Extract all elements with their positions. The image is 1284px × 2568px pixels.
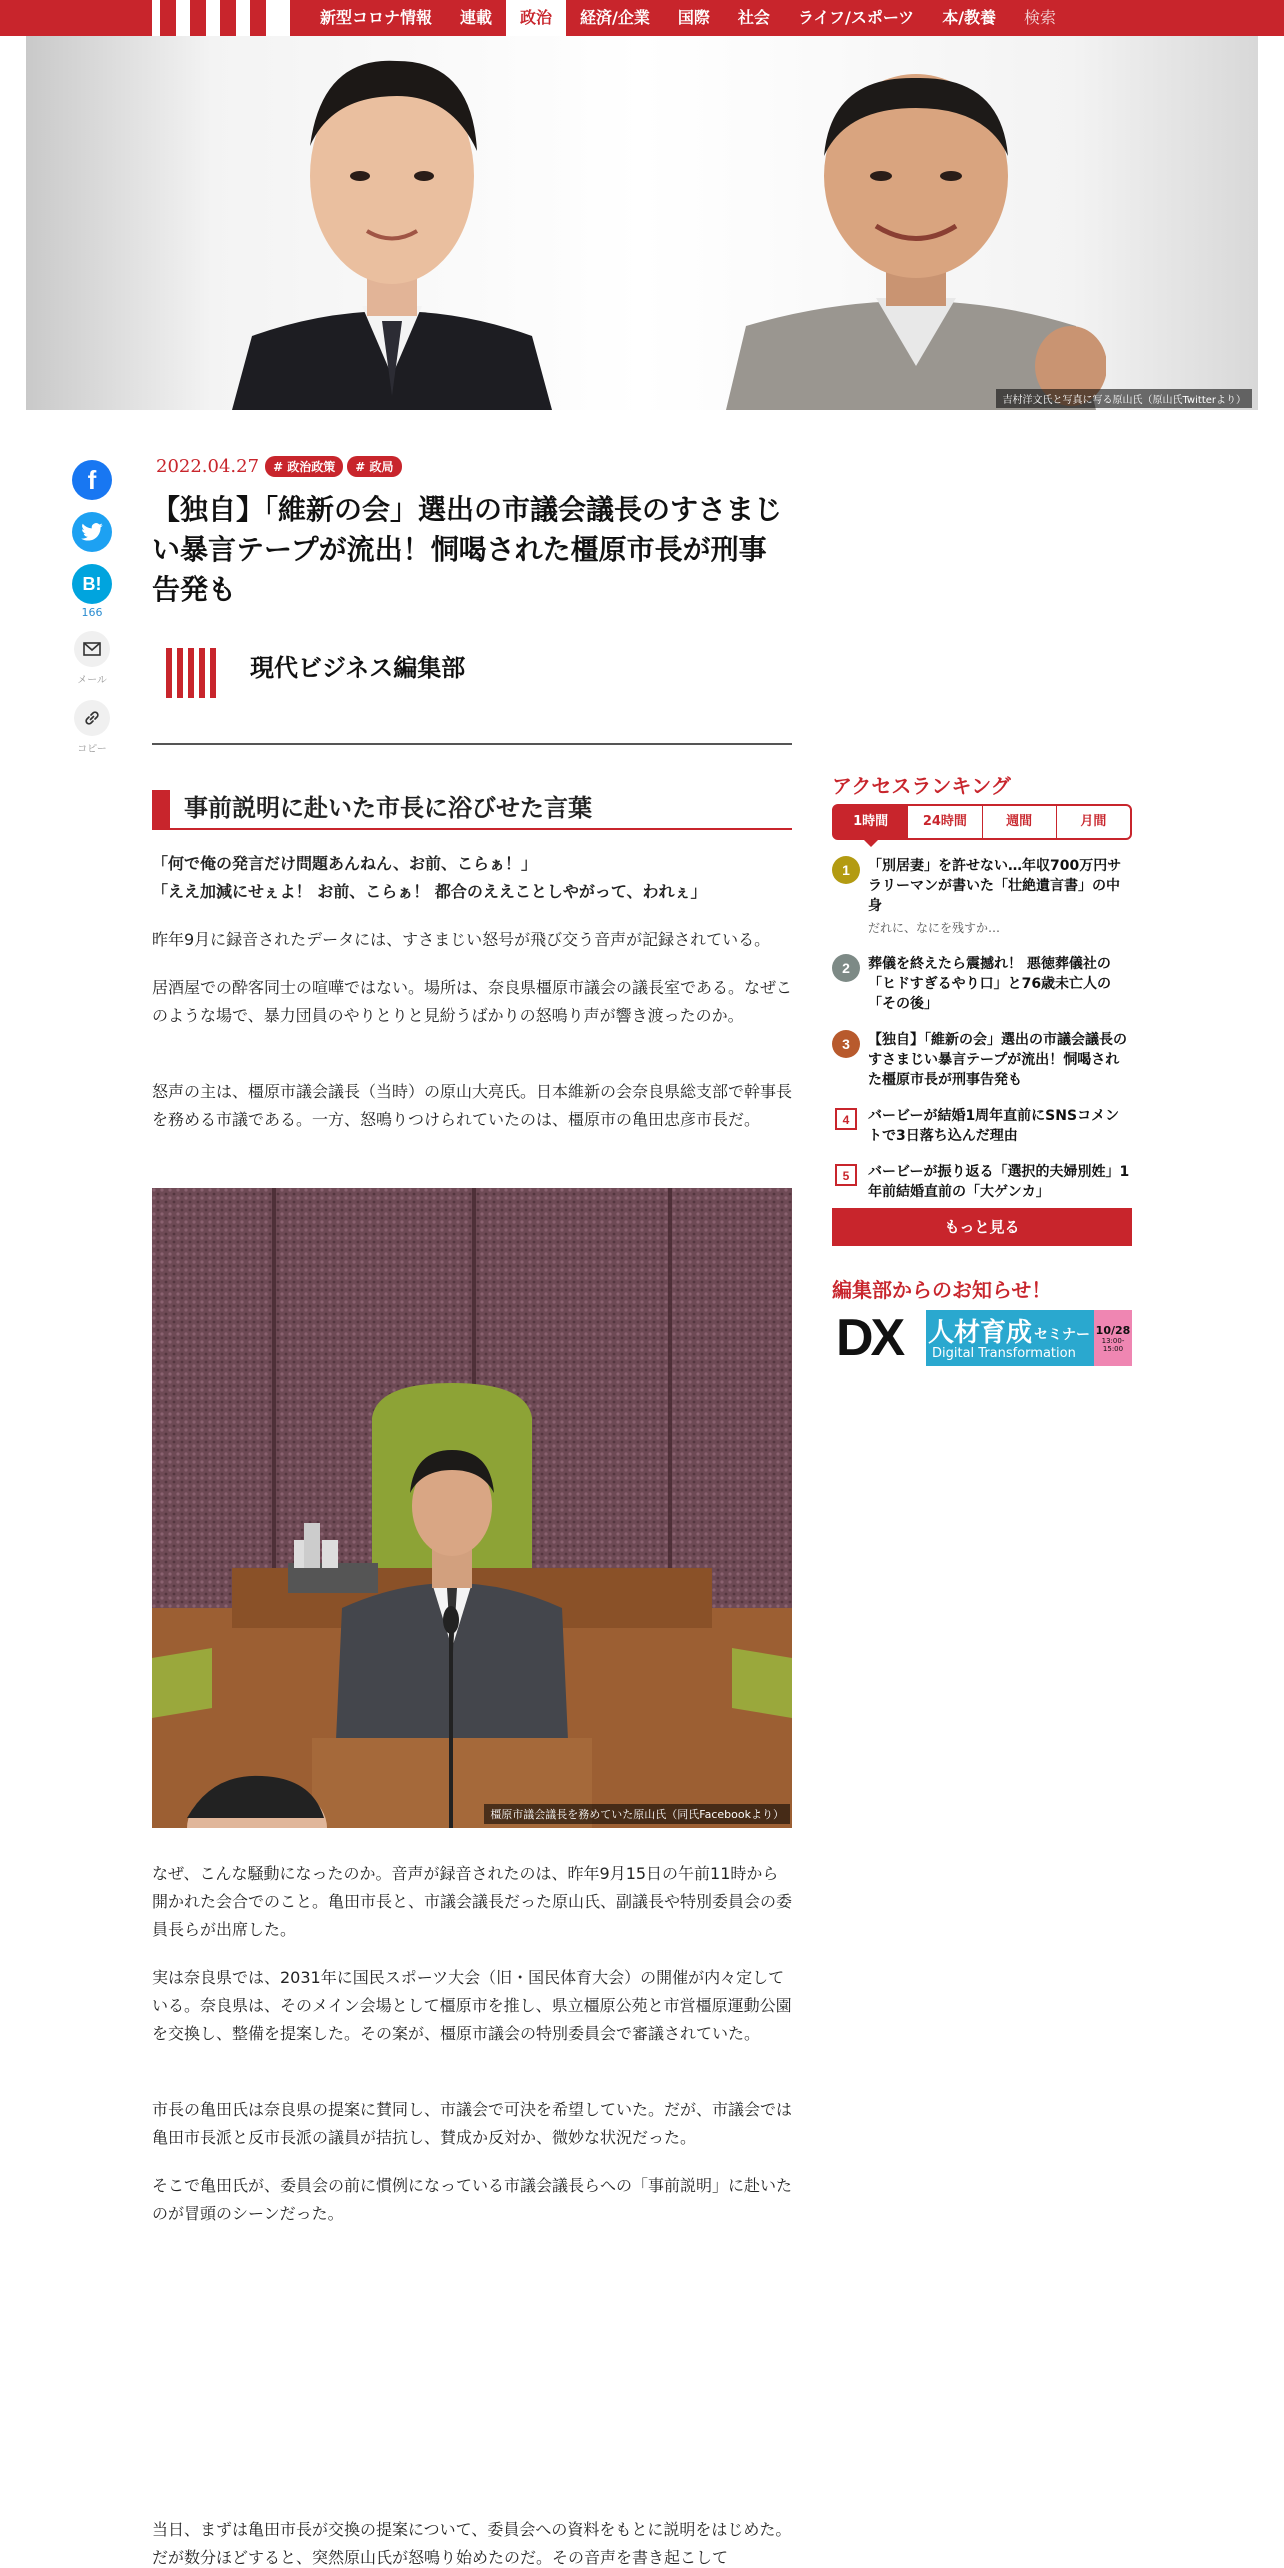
banner-dx-text: DX (832, 1310, 926, 1366)
banner-date (1094, 1310, 1132, 1366)
mail-share-button[interactable] (74, 631, 110, 667)
ranking-item-title: 葬儀を終えたら震撼れ！ 悪徳葬儀社の「ヒドすぎるやり口」と76歳未亡人の「その後」 (868, 956, 1112, 1012)
quote-line-1: 「何で俺の発言だけ問題あんねん、お前、こらぁ！」 (152, 854, 537, 873)
facebook-icon: f (87, 464, 97, 495)
nav-item-corona[interactable]: 新型コロナ情報 (320, 8, 433, 27)
tag-politics-policy[interactable]: # 政治政策 (265, 456, 343, 477)
share-bar (70, 460, 114, 769)
ranking-item-title: バービーが振り返る「選択的夫婦別姓」1年前結婚直前の「大ゲンカ」 (868, 1164, 1130, 1200)
banner-time-value: 13:00-15:00 (1101, 1337, 1125, 1353)
link-icon (83, 709, 101, 727)
ranking-item[interactable] (832, 1162, 1132, 1202)
banner-seminar-text: セミナー (1034, 1327, 1090, 1343)
article-meta (156, 456, 402, 477)
hero-caption: 吉村洋文氏と写真に写る原山氏（原山氏Twitterより） (996, 389, 1252, 408)
banner-sub-text: Digital Transformation (932, 1346, 1076, 1361)
tab-monthly[interactable]: 月間 (1056, 806, 1130, 838)
copy-link-button[interactable] (74, 700, 110, 736)
tab-1-hour[interactable]: 1時間 (834, 806, 907, 838)
ranking-item-title: 【独自】「維新の会」選出の市議会議長のすさまじい暴言テープが流出！恫喝された橿原市長が刑事告発も (868, 1032, 1127, 1088)
ranking-list (832, 856, 1132, 1218)
nav-item-books[interactable]: 本/教養 (942, 8, 997, 27)
rank-number: 1 (832, 856, 860, 884)
nav-item-series[interactable]: 連載 (460, 8, 493, 27)
author-name[interactable]: 現代ビジネス編集部 (250, 654, 466, 682)
author-logo[interactable] (166, 648, 216, 698)
banner-main-text: 人材育成 (928, 1318, 1033, 1348)
section-heading: 事前説明に赴いた市長に浴びせた言葉 (152, 790, 792, 830)
twitter-share-button[interactable] (72, 512, 112, 552)
nav-item-international[interactable]: 国際 (677, 8, 710, 27)
ranking-item[interactable] (832, 1106, 1132, 1146)
banner-date-value: 10/28 (1095, 1324, 1131, 1337)
hero-person-left (222, 36, 562, 410)
nav-search-link[interactable]: 検索 (1024, 8, 1057, 27)
paragraph-8: 当日、まずは亀田市長が交換の提案について、委員会への資料をもとに説明をはじめた。だが数分ほどすると、突然原山氏が怒鳴り始めたのだ。その音声を書き起こして (152, 2520, 792, 2567)
mail-label: メール (77, 675, 107, 686)
paragraph-2: 居酒屋での酔客同士の喧嘩ではない。場所は、奈良県橿原市議会の議長室である。なぜこのような場で、暴力団員のやりとりと見紛うばかりの怒鳴り声が響き渡ったのか。 (152, 978, 793, 1025)
nav-menu (306, 0, 1070, 36)
header-divider (152, 743, 792, 745)
ranking-item[interactable] (832, 954, 1132, 1014)
dx-seminar-banner[interactable] (832, 1310, 1132, 1366)
nav-item-economy[interactable]: 経済/企業 (580, 8, 650, 27)
rank-number: 3 (832, 1030, 860, 1058)
notice-title: 編集部からのお知らせ！ (832, 1278, 1052, 1302)
hero-image (26, 36, 1258, 410)
rank-number: 5 (835, 1164, 857, 1186)
rank-number: 2 (832, 954, 860, 982)
article-date: 2022.04.27 (156, 456, 260, 477)
rank-number: 4 (835, 1108, 857, 1130)
site-logo[interactable] (152, 0, 290, 36)
mail-icon (83, 642, 101, 656)
paragraph-6: 市長の亀田氏は奈良県の提案に賛同し、市議会で可決を希望していた。だが、市議会では亀田市長派と反市長派の議員が拮抗し、賛成か反対か、微妙な状況だった。 (152, 2100, 793, 2147)
quote-line-2: 「ええ加減にせぇよ！ お前、こらぁ！ 都合のええことしやがって、われぇ」 (152, 882, 707, 901)
paragraph-3: 怒声の主は、橿原市議会議長（当時）の原山大亮氏。日本維新の会奈良県総支部で幹事長を務める市議である。一方、怒鳴りつけられていたのは、橿原市の亀田忠彦市長だ。 (152, 1082, 793, 1129)
hatena-bookmark-button[interactable] (72, 564, 112, 604)
hatena-count: 166 (81, 606, 103, 619)
twitter-icon (81, 523, 103, 541)
ranking-item[interactable] (832, 1030, 1132, 1090)
ranking-tabs (832, 804, 1132, 840)
copy-label: コピー (77, 744, 107, 755)
nav-item-society[interactable]: 社会 (737, 8, 770, 27)
article-title: 【独自】「維新の会」選出の市議会議長のすさまじい暴言テープが流出！恫喝された橿原市長が刑事告発も (152, 493, 783, 606)
tab-24-hours[interactable]: 24時間 (907, 806, 981, 838)
ranking-item-subtitle: だれに、なにを残すか… (868, 921, 1001, 935)
ranking-item-title: 「別居妻」を許せない…年収700万円サラリーマンが書いた「壮絶遺言書」の中身 (868, 858, 1122, 914)
tag-political-situation[interactable]: # 政局 (347, 456, 401, 477)
opening-quote (152, 850, 792, 906)
photo-caption: 橿原市議会議長を務めていた原山氏（同氏Facebookより） (484, 1804, 790, 1824)
top-nav (0, 0, 1284, 36)
ranking-item-title: バービーが結婚1周年直前にSNSコメントで3日落ち込んだ理由 (868, 1108, 1120, 1144)
ranking-title: アクセスランキング (832, 774, 1011, 798)
nav-item-life-sports[interactable]: ライフ/スポーツ (797, 8, 915, 27)
hatena-icon: B! (82, 573, 102, 594)
ranking-item[interactable] (832, 856, 1132, 938)
nav-item-politics[interactable]: 政治 (506, 0, 566, 36)
more-ranking-button[interactable]: もっと見る (832, 1208, 1132, 1246)
tab-weekly[interactable]: 週間 (982, 806, 1056, 838)
council-chamber-photo (152, 1188, 792, 1828)
facebook-share-button[interactable] (72, 460, 112, 500)
paragraph-1: 昨年9月に録音されたデータには、すさまじい怒号が飛び交う音声が記録されている。 (152, 930, 771, 949)
article-photo (152, 1188, 792, 1828)
paragraph-5: 実は奈良県では、2031年に国民スポーツ大会（旧・国民体育大会）の開催が内々定している。奈良県は、そのメイン会場として橿原市を推し、県立橿原公苑と市営橿原運動公園を交換し、整備を提案した。その案が、橿原市議会の特別委員会で審議されていた。 (152, 1968, 792, 2043)
paragraph-4: なぜ、こんな騒動になったのか。音声が録音されたのは、昨年9月15日の午前11時から開かれた会合でのこと。亀田市長と、市議会議長だった原山氏、副議長や特別委員会の委員長らが出席した。 (152, 1864, 793, 1939)
paragraph-7: そこで亀田氏が、委員会の前に慣例になっている市議会議長らへの「事前説明」に赴いたのが冒頭のシーンだった。 (152, 2176, 793, 2223)
hero-person-right (726, 36, 1106, 410)
